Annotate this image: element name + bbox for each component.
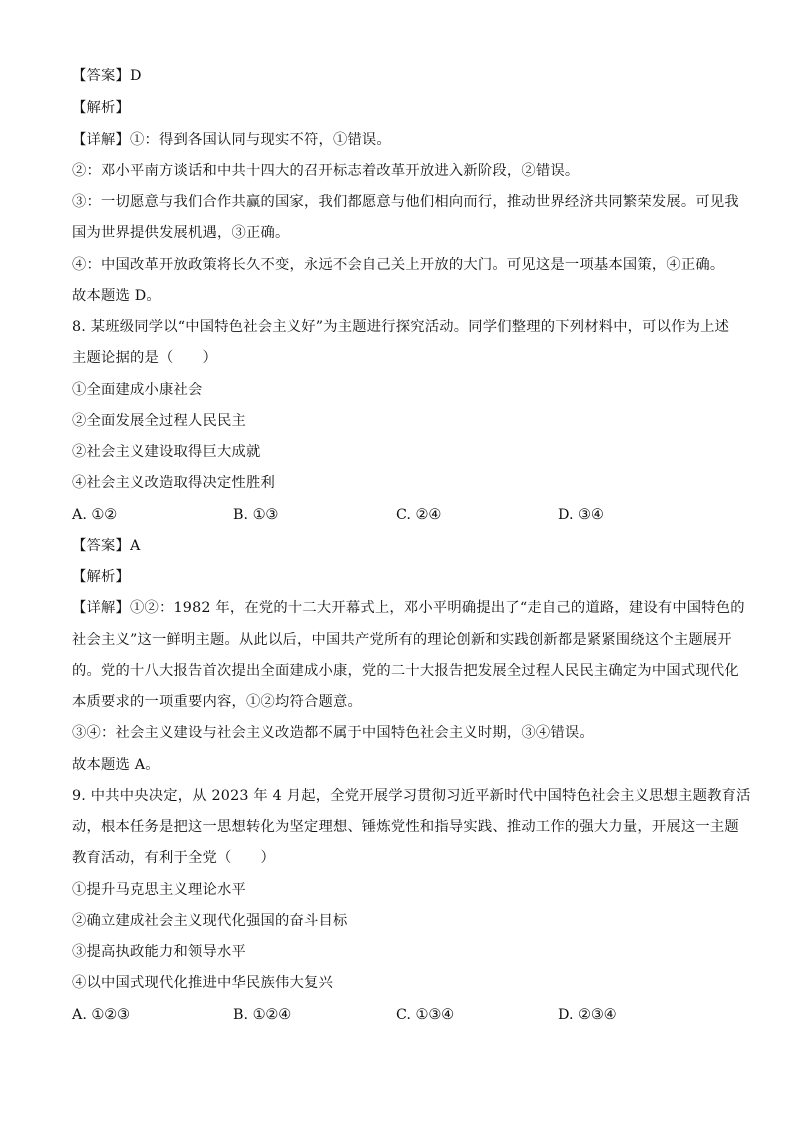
- question-9-item: ②确立建成社会主义现代化强国的奋斗目标: [72, 913, 348, 929]
- option-c: C. ②④: [396, 507, 442, 523]
- explanation-line: ③：一切愿意与我们合作共赢的国家，我们都愿意与他们相向而行，推动世界经济共同繁荣发展。可见我: [72, 194, 739, 210]
- question-8-item: ①全面建成小康社会: [72, 382, 203, 398]
- option-d: D. ②③④: [558, 1007, 617, 1023]
- option-b: B. ①②④: [233, 1007, 292, 1023]
- explanation-line: 【详解】①：得到各国认同与现实不符，①错误。: [72, 132, 391, 148]
- conclusion-line: 故本题选 D。: [72, 288, 161, 304]
- option-a: A. ①②: [72, 507, 118, 523]
- explanation-line: 的。党的十八大报告首次提出全面建成小康，党的二十大报告把发展全过程人民民主确定为中国式现代化: [72, 663, 739, 679]
- explanation-line: ③④：社会主义建设与社会主义改造都不属于中国特色社会主义时期，③④错误。: [72, 725, 594, 741]
- question-9-item: ④以中国式现代化推进中华民族伟大复兴: [72, 975, 333, 991]
- question-8-item: ②全面发展全过程人民民主: [72, 413, 246, 429]
- conclusion-line: 故本题选 A。: [72, 757, 160, 773]
- option-c: C. ①③④: [396, 1007, 454, 1023]
- explanation-line: 本质要求的一项重要内容，①②均符合题意。: [72, 694, 362, 710]
- question-9-item: ③提高执政能力和领导水平: [72, 944, 246, 960]
- question-9-stem: 教育活动，有利于全党（ ）: [72, 850, 275, 866]
- question-8-item: ②社会主义建设取得巨大成就: [72, 444, 261, 460]
- question-9-stem: 动，根本任务是把这一思想转化为坚定理想、锤炼党性和指导实践、推动工作的强大力量，开展这一主题: [72, 819, 739, 835]
- explanation-line: 国为世界提供发展机遇，③正确。: [72, 225, 290, 241]
- analysis-label: 【解析】: [72, 569, 130, 585]
- question-8-item: ④社会主义改造取得决定性胜利: [72, 475, 275, 491]
- question-8-stem: 主题论据的是（ ）: [72, 350, 217, 366]
- question-9-stem: 9. 中共中央决定，从 2023 年 4 月起，全党开展学习贯彻习近平新时代中国特色社会主义思想主题教育活: [72, 788, 751, 804]
- question-8-stem: 8. 某班级同学以“中国特色社会主义好”为主题进行探究活动。同学们整理的下列材料中，可以作为上述: [72, 319, 730, 335]
- analysis-label: 【解析】: [72, 100, 130, 116]
- explanation-line: ②：邓小平南方谈话和中共十四大的召开标志着改革开放进入新阶段，②错误。: [72, 163, 580, 179]
- explanation-line: ④：中国改革开放政策将长久不变，永远不会自己关上开放的大门。可见这是一项基本国策，④正确。: [72, 257, 725, 273]
- option-a: A. ①②③: [72, 1007, 130, 1023]
- answer-label: 【答案】D: [72, 68, 142, 84]
- option-b: B. ①③: [233, 507, 279, 523]
- answer-label: 【答案】A: [72, 538, 141, 554]
- explanation-line: 社会主义”这一鲜明主题。从此以后，中国共产党所有的理论创新和实践创新都是紧紧围绕这个主题展开: [72, 632, 732, 648]
- explanation-line: 【详解】①②：1982 年，在党的十二大开幕式上，邓小平明确提出了“走自己的道路，建设有中国特色的: [72, 600, 745, 616]
- question-9-item: ①提升马克思主义理论水平: [72, 882, 246, 898]
- option-d: D. ③④: [558, 507, 604, 523]
